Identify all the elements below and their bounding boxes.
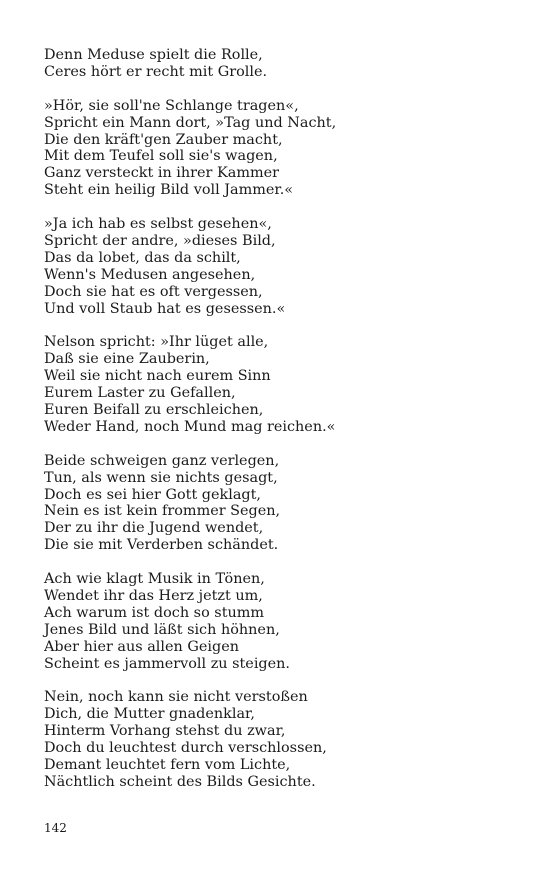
verse-line: Scheint es jammervoll zu steigen. [44, 655, 290, 672]
verse-line: Wenn's Medusen angesehen, [44, 266, 256, 283]
verse-line: Eurem Laster zu Gefallen, [44, 385, 236, 402]
verse-line: Nächtlich scheint des Bilds Gesichte. [44, 773, 316, 790]
verse-line: Nelson spricht: »Ihr lüget alle, [44, 334, 269, 351]
verse-line: Daß sie eine Zauberin, [44, 351, 210, 368]
verse-line: Ach wie klagt Musik in Tönen, [44, 571, 265, 588]
verse-line: Weil sie nicht nach eurem Sinn [44, 368, 271, 385]
verse-line: »Hör, sie soll'ne Schlange tragen«, [44, 97, 299, 114]
verse-line: Ganz versteckt in ihrer Kammer [44, 165, 280, 182]
verse-line: Doch sie hat es oft vergessen, [44, 283, 263, 300]
verse-line: Ceres hört er recht mit Grolle. [44, 63, 268, 80]
verse-line: Dich, die Mutter gnadenklar, [44, 706, 255, 723]
verse-line: Jenes Bild und läßt sich höhnen, [44, 621, 280, 638]
verse-line: Aber hier aus allen Geigen [44, 638, 239, 655]
verse-line: Die den kräft'gen Zauber macht, [44, 131, 283, 148]
verse-line: Beide schweigen ganz verlegen, [44, 452, 280, 469]
verse-line: Wendet ihr das Herz jetzt um, [44, 587, 263, 604]
verse-line: Der zu ihr die Jugend wendet, [44, 520, 264, 537]
verse-line: »Ja ich hab es selbst gesehen«, [44, 216, 272, 233]
verse-line: Das da lobet, das da schilt, [44, 249, 241, 266]
verse-line: Demant leuchtet fern vom Lichte, [44, 756, 291, 773]
stanza [44, 216, 524, 317]
poem-text [44, 47, 524, 808]
verse-line: Spricht der andre, »dieses Bild, [44, 232, 276, 249]
stanza [44, 98, 524, 199]
verse-line: Die sie mit Verderben schändet. [44, 537, 279, 554]
stanza [44, 689, 524, 790]
verse-line: Doch es sei hier Gott geklagt, [44, 486, 261, 503]
verse-line: Doch du leuchtest durch verschlossen, [44, 740, 327, 757]
stanza [44, 47, 524, 81]
verse-line: Hinterm Vorhang stehst du zwar, [44, 723, 286, 740]
verse-line: Spricht ein Mann dort, »Tag und Nacht, [44, 114, 337, 131]
stanza [44, 571, 524, 672]
verse-line: Nein es ist kein frommer Segen, [44, 503, 281, 520]
stanza [44, 453, 524, 554]
verse-line: Weder Hand, noch Mund mag reichen.« [44, 418, 336, 435]
page-number: 142 [44, 821, 67, 835]
verse-line: Steht ein heilig Bild voll Jammer.« [44, 182, 294, 199]
verse-line: Mit dem Teufel soll sie's wagen, [44, 148, 278, 165]
verse-line: Nein, noch kann sie nicht verstoßen [44, 689, 308, 706]
verse-line: Tun, als wenn sie nichts gesagt, [44, 469, 278, 486]
verse-line: Und voll Staub hat es gesessen.« [44, 300, 286, 317]
verse-line: Ach warum ist doch so stumm [44, 604, 265, 621]
stanza [44, 334, 524, 435]
verse-line: Denn Meduse spielt die Rolle, [44, 47, 263, 63]
verse-line: Euren Beifall zu erschleichen, [44, 401, 264, 418]
